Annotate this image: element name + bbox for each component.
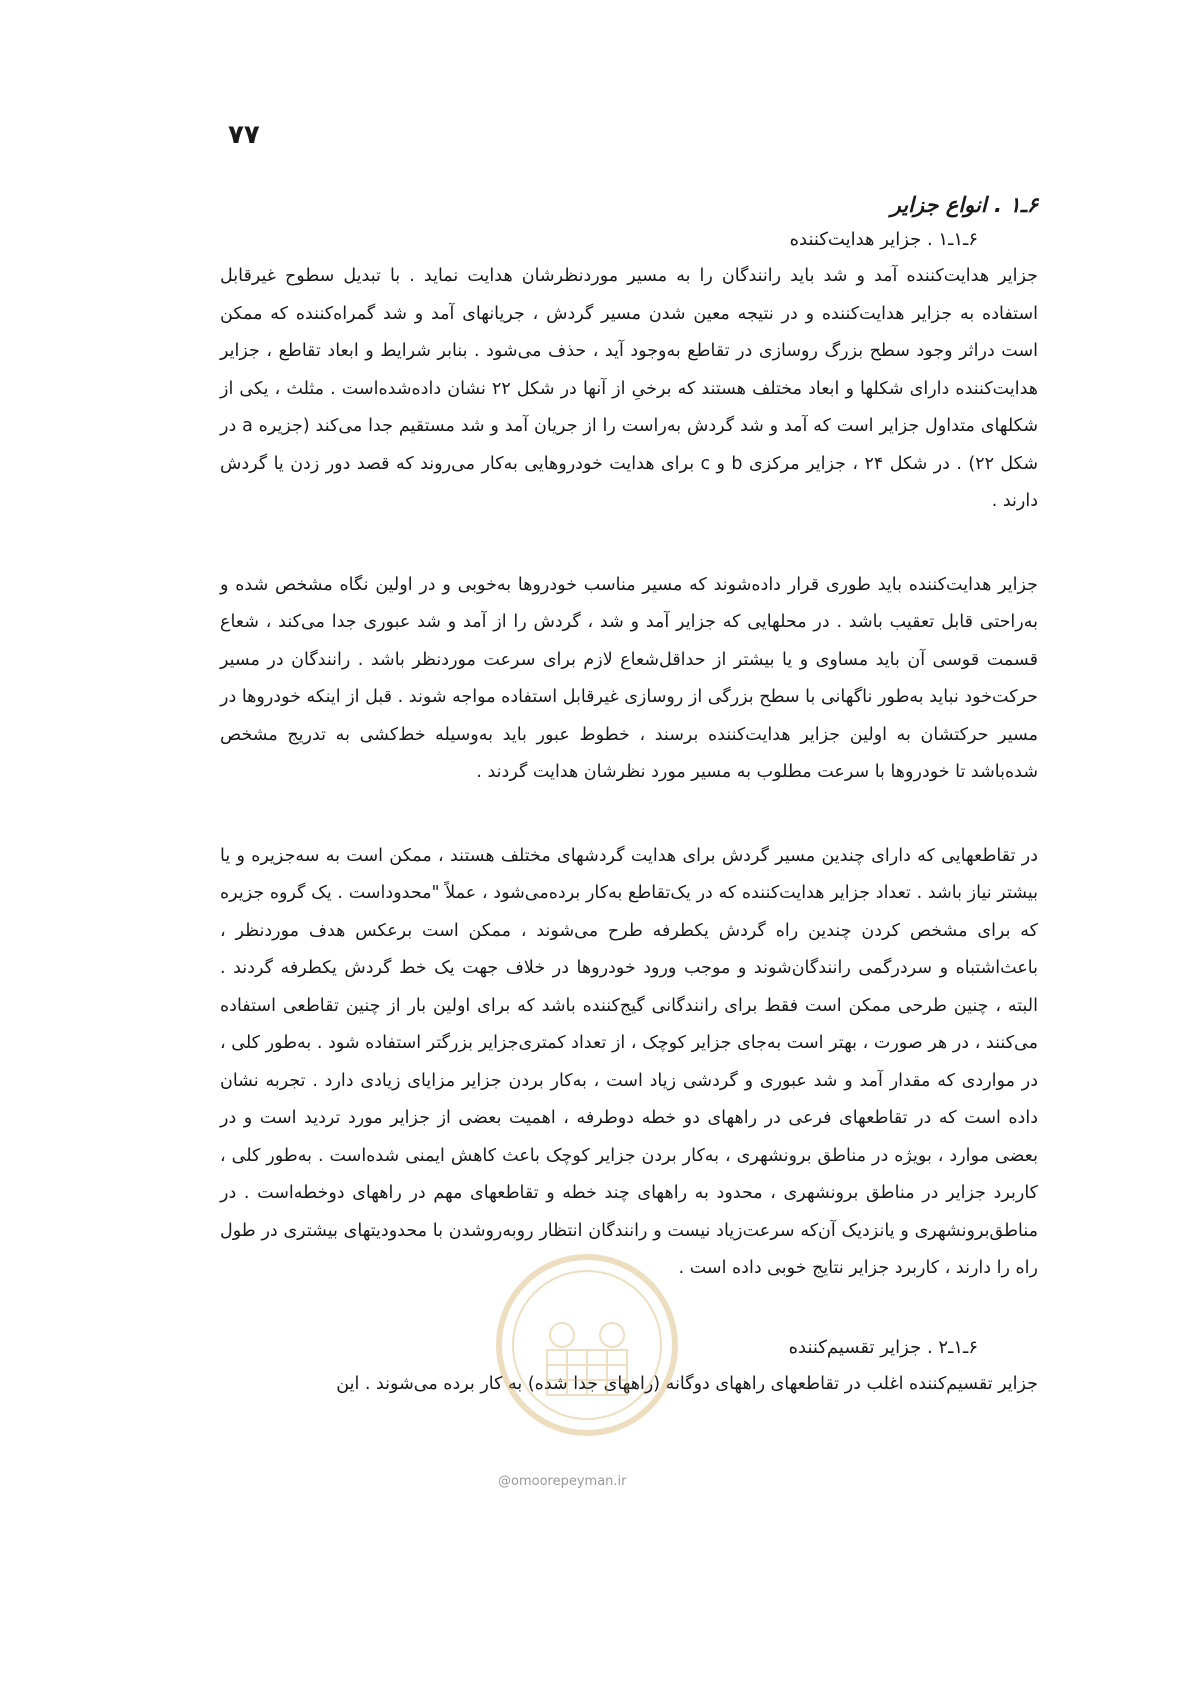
paragraph-4: جزایر تقسیم‌کننده اغلب در تقاطعهای راههای دوگانه (راههای جدا شده) به کار برده می‌شوند . این (336, 1373, 1038, 1394)
paragraph-1: جزایر هدایت‌کننده آمد و شد باید رانندگان را به مسیر موردنظرشان هدایت نماید . با تبدیل سطوح غیرقابل استفاده به جزایر هدایت‌کننده و در نتیجه معین شدن مسیر گردش ، جریانهای آمد و شد گمراه‌کننده که ممکن است دراثر وجود سطح بزرگ روسازی در تقاطع به‌وجود آید ، حذف می‌شود . بنابر شرایط و ابعاد تقاطع ، جزایر هدایت‌کننده دارای شکلها و ابعاد مختلف هستند که برخیِ از آنها در شکل ۲۲ نشان داده‌شده‌است . مثلث ، یکی از شکلهای متداول جزایر است که آمد و شد گردش به‌راست را از جریان آمد و شد مستقیم جدا می‌کند (جزیره a در شکل ۲۲) . در شکل ۲۴ ، جزایر مرکزی b و c برای هدایت خودروهایی به‌کار می‌روند که قصد دور زدن یا گردش دارند . (220, 266, 1038, 511)
paragraph-3: در تقاطعهایی که دارای چندین مسیر گردش برای هدایت گردشهای مختلف هستند ، ممکن است به سه‌جزیره و یا بیشتر نیاز باشد . تعداد جزایر هدایت‌کننده که در یک‌تقاطع به‌کار برده‌می‌شود ، عملاً "محدوداست . یک گروه جزیره که برای مشخص کردن چندین راه گردش یکطرفه طرح می‌شوند ، ممکن است برعکس هدف موردنظر ، باعث‌اشتباه و سردرگمی رانندگان‌شوند و موجب ورود خودروها در خلاف جهت یک خط گردش یکطرفه گردند . البته ، چنین طرحی ممکن است فقط برای رانندگانی گیج‌کننده باشد که برای اولین بار از چنین تقاطعی استفاده می‌کنند ، در هر صورت ، بهتر است به‌جای جزایر کوچک ، از تعداد کمتری‌جزایر بزرگتر استفاده شود . به‌طور کلی ، در مواردی که مقدار آمد و شد عبوری و گردشی زیاد است ، به‌کار بردن جزایر مزایای زیادی دارد . تجربه نشان داده است که در تقاطعهای فرعی در راههای دو خطه دوطرفه ، اهمیت بعضی از جزایر مورد تردید است و در بعضی موارد ، بویژه در مناطق برونشهری ، به‌کار بردن جزایر کوچک باعث کاهش ایمنی شده‌است . به‌طور کلی ، کاربرد جزایر در مناطق برونشهری ، محدود به راههای چند خطه و تقاطعهای مهم در راههای دوخطه‌است . در مناطق‌برونشهری و یانزدیک آن‌که سرعت‌زیاد نیست و رانندگان انتظار روبه‌روشدن با محدودیتهای بیشتری در طول راه را دارند ، کاربرد جزایر نتایج خوبی داده است . (220, 845, 1038, 1278)
section-title: ۶ـ۱ . انواع جزایر (890, 193, 1038, 217)
paragraph-2: جزایر هدایت‌کننده باید طوری قرار داده‌شوند که مسیر مناسب خودروها به‌خوبی و در اولین نگاه مشخص شده و به‌راحتی قابل تعقیب باشد . در محلهایی که جزایر آمد و شد ، گردش را از آمد و شد عبوری جدا می‌کند ، شعاع قسمت قوسی آن باید مساوی و یا بیشتر از حداقل‌شعاع لازم برای سرعت موردنظر باشد . رانندگان در مسیر حرکت‌خود نباید به‌طور ناگهانی با سطح بزرگی از روسازی غیرقابل استفاده مواجه شوند . قبل از اینکه خودروها در مسیر حرکتشان به اولین جزایر هدایت‌کننده برسند ، خطوط عبور باید به‌وسیله خط‌کشی به تدریج مشخص شده‌باشد تا خودروها با سرعت مطلوب به مسیر مورد نظرشان هدایت گردند . (220, 574, 1038, 782)
page-content (220, 190, 1038, 1403)
watermark-logo-icon (492, 1250, 682, 1440)
page-number: ۷۷ (228, 120, 260, 150)
watermark-url: @omoorepeyman.ir (498, 1474, 627, 1489)
subsection-title-dividing-islands: ۶ـ۱ـ۲ . جزایر تقسیم‌کننده (788, 1336, 978, 1358)
subsection-title-guiding-islands: ۶ـ۱ـ۱ . جزایر هدایت‌کننده (789, 229, 978, 250)
